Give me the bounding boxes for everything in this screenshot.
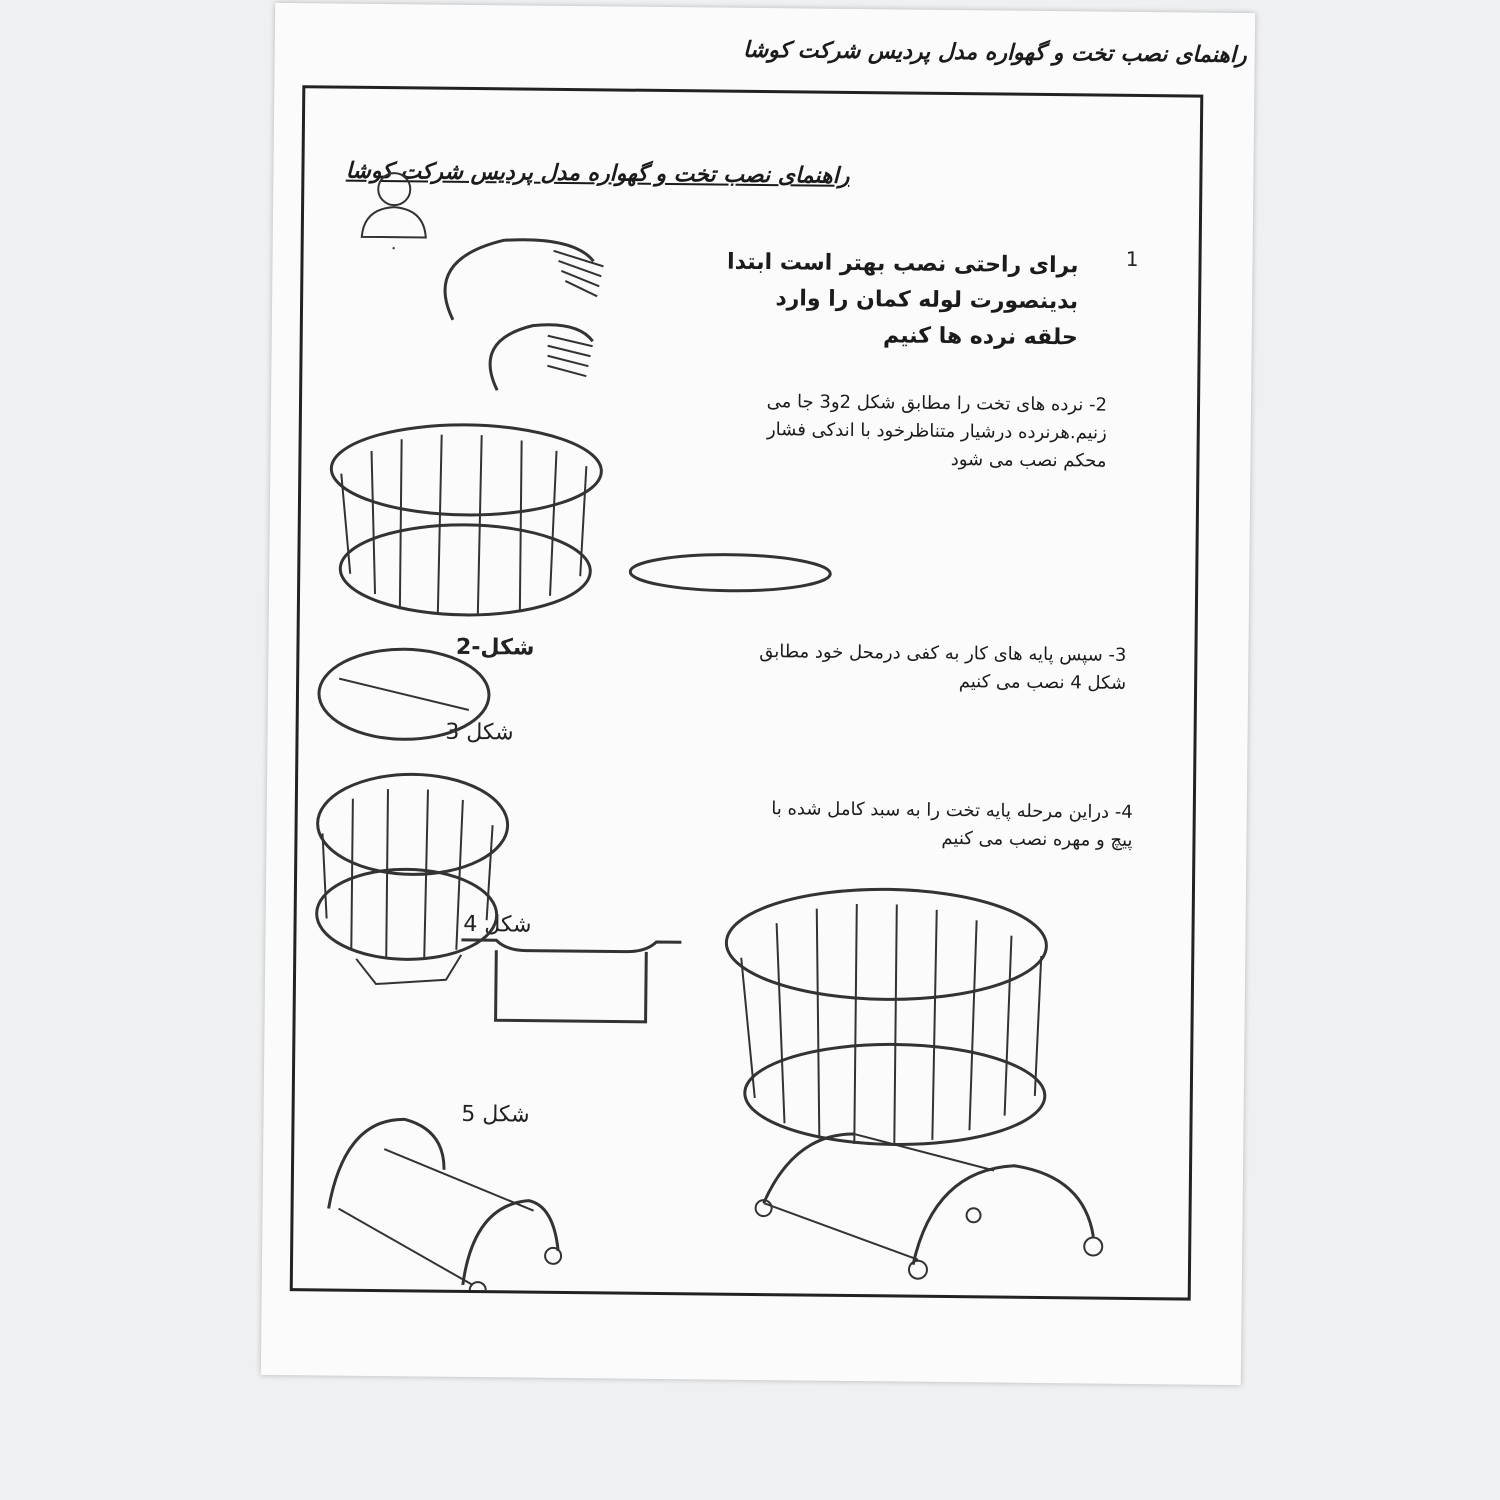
step3-text: 3- سپس پایه های کار به کفی درمحل خود مطابق شکل 4 نصب می کنیم [759, 641, 1127, 694]
document-subtitle: راهنمای نصب تخت و گهواره مدل پردیس شرکت کوشا [345, 158, 850, 189]
step1-text: برای راحتی نصب بهتر است ابتدا بدینصورت لوله کمان را وارد حلقه نرده ها کنیم [726, 249, 1079, 351]
oval-ring-illustration [319, 648, 490, 740]
arc-tube-illustration [444, 239, 604, 391]
content-frame [290, 85, 1204, 1300]
instruction-sheet [261, 3, 1255, 1385]
assembled-cradle-illustration [723, 888, 1106, 1281]
oval-ring-illustration [630, 554, 830, 592]
step4-text: 4- دراین مرحله پایه تخت را به سبد کامل شده با پیچ و مهره نصب می کنیم [771, 798, 1133, 851]
fig5-label: شکل 5 [461, 1101, 530, 1128]
leg-frame-illustration [328, 1119, 563, 1298]
basket-illustration [330, 424, 602, 617]
fig2-label: شکل-2 [455, 634, 535, 661]
base-frame-illustration [461, 940, 682, 1022]
illustrations [293, 88, 1201, 1297]
step1-number: 1 [1125, 246, 1139, 271]
step2-text: 2- نرده های تخت را مطابق شکل 2و3 جا می زنیم.هرنرده درشیار متناظرخود با اندکی فشار محکم نصب می شود [766, 391, 1108, 472]
fig4-label: شکل 4 [463, 911, 532, 938]
document-title: راهنمای نصب تخت و گهواره مدل پردیس شرکت کوشا [742, 37, 1247, 69]
svg-text:•: • [391, 244, 397, 254]
fig3-label: شکل 3 [445, 719, 514, 746]
basket-illustration [316, 773, 508, 985]
